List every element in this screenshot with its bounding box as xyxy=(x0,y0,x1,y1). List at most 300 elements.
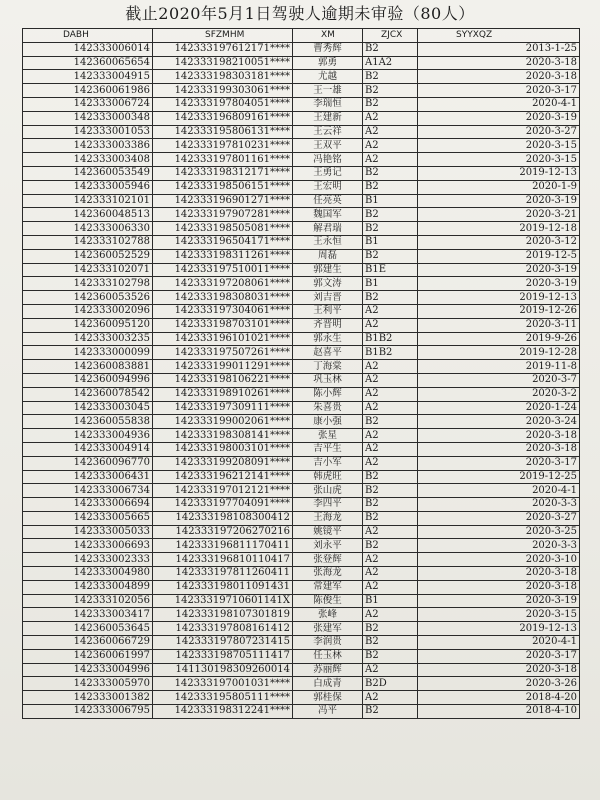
table-row xyxy=(23,56,580,70)
cell-sfzmhm: 142333199208091**** xyxy=(153,456,293,470)
cell-zjcx: A2 xyxy=(363,553,418,567)
table-row xyxy=(23,498,580,512)
cell-dabh: 142333004914 xyxy=(23,442,153,456)
cell-dabh: 142360053526 xyxy=(23,291,153,305)
cell-syyxqz: 2020-3-19 xyxy=(418,194,580,208)
cell-xm: 丁海棠 xyxy=(293,360,363,374)
cell-syyxqz: 2020-3-3 xyxy=(418,539,580,553)
cell-syyxqz: 2020-3-27 xyxy=(418,125,580,139)
cell-sfzmhm: 142333198011091431 xyxy=(153,580,293,594)
table-row xyxy=(23,484,580,498)
cell-dabh: 142333004936 xyxy=(23,429,153,443)
cell-zjcx: B1 xyxy=(363,194,418,208)
cell-dabh: 142333003386 xyxy=(23,139,153,153)
table-row xyxy=(23,139,580,153)
cell-syyxqz: 2020-3-18 xyxy=(418,580,580,594)
cell-xm: 冯艳铭 xyxy=(293,153,363,167)
cell-sfzmhm: 142333198308031**** xyxy=(153,291,293,305)
cell-xm: 张星 xyxy=(293,429,363,443)
cell-dabh: 142333000348 xyxy=(23,111,153,125)
cell-dabh: 142360061986 xyxy=(23,84,153,98)
cell-syyxqz: 2020-3-19 xyxy=(418,111,580,125)
cell-sfzmhm: 142333197012121**** xyxy=(153,484,293,498)
cell-zjcx: B1 xyxy=(363,235,418,249)
cell-dabh: 142333006795 xyxy=(23,705,153,719)
cell-syyxqz: 2020-3-19 xyxy=(418,277,580,291)
header-syyxqz: SYYXQZ xyxy=(418,29,580,43)
cell-sfzmhm: 142333195805111**** xyxy=(153,691,293,705)
cell-dabh: 142333005033 xyxy=(23,525,153,539)
table-row xyxy=(23,442,580,456)
cell-dabh: 142360065654 xyxy=(23,56,153,70)
cell-zjcx: B1 xyxy=(363,594,418,608)
cell-dabh: 142360083881 xyxy=(23,360,153,374)
cell-sfzmhm: 142333198107301819 xyxy=(153,608,293,622)
cell-dabh: 142333006693 xyxy=(23,539,153,553)
cell-zjcx: B1 xyxy=(363,277,418,291)
cell-xm: 王利平 xyxy=(293,304,363,318)
table-row xyxy=(23,594,580,608)
cell-dabh: 142333006431 xyxy=(23,470,153,484)
cell-dabh: 142360052529 xyxy=(23,249,153,263)
cell-zjcx: B2 xyxy=(363,511,418,525)
cell-dabh: 142360048513 xyxy=(23,208,153,222)
cell-xm: 朱喜贵 xyxy=(293,401,363,415)
cell-syyxqz: 2020-3-17 xyxy=(418,84,580,98)
cell-zjcx: B2 xyxy=(363,622,418,636)
cell-xm: 苏丽辉 xyxy=(293,663,363,677)
cell-xm: 魏国军 xyxy=(293,208,363,222)
cell-syyxqz: 2020-3-15 xyxy=(418,139,580,153)
cell-syyxqz: 2019-9-26 xyxy=(418,332,580,346)
table-row xyxy=(23,553,580,567)
page-title: 截止2020年5月1日驾驶人逾期未审验（80人） xyxy=(125,4,475,23)
cell-syyxqz: 2019-12-13 xyxy=(418,622,580,636)
cell-dabh: 142333006330 xyxy=(23,222,153,236)
cell-syyxqz: 2020-3-19 xyxy=(418,594,580,608)
table-row xyxy=(23,291,580,305)
cell-xm: 赵喜平 xyxy=(293,346,363,360)
cell-zjcx: B2 xyxy=(363,470,418,484)
table-row xyxy=(23,360,580,374)
cell-sfzmhm: 142333197612171**** xyxy=(153,42,293,56)
cell-syyxqz: 2020-3-17 xyxy=(418,456,580,470)
cell-zjcx: B2 xyxy=(363,498,418,512)
table-row xyxy=(23,622,580,636)
table-row xyxy=(23,649,580,663)
cell-syyxqz: 2020-3-3 xyxy=(418,498,580,512)
cell-dabh: 142333003045 xyxy=(23,401,153,415)
cell-dabh: 142333006724 xyxy=(23,97,153,111)
table-row xyxy=(23,470,580,484)
cell-zjcx: B2 xyxy=(363,415,418,429)
cell-xm: 王海龙 xyxy=(293,511,363,525)
cell-xm: 吉小军 xyxy=(293,456,363,470)
cell-xm: 张登辉 xyxy=(293,553,363,567)
table-row xyxy=(23,387,580,401)
cell-sfzmhm: 142333196811170411 xyxy=(153,539,293,553)
table-row xyxy=(23,373,580,387)
cell-xm: 郭勇 xyxy=(293,56,363,70)
table-row xyxy=(23,111,580,125)
cell-xm: 郭桂保 xyxy=(293,691,363,705)
cell-sfzmhm: 142333196101021**** xyxy=(153,332,293,346)
cell-syyxqz: 2019-12-26 xyxy=(418,304,580,318)
table-row xyxy=(23,166,580,180)
cell-zjcx: A2 xyxy=(363,318,418,332)
cell-syyxqz: 2020-1-24 xyxy=(418,401,580,415)
table-row xyxy=(23,636,580,650)
cell-syyxqz: 2020-3-26 xyxy=(418,677,580,691)
cell-syyxqz: 2020-3-15 xyxy=(418,153,580,167)
cell-sfzmhm: 142333195806131**** xyxy=(153,125,293,139)
cell-syyxqz: 2020-4-1 xyxy=(418,636,580,650)
cell-xm: 冯平 xyxy=(293,705,363,719)
cell-dabh: 142333004915 xyxy=(23,70,153,84)
cell-sfzmhm: 141130198309260014 xyxy=(153,663,293,677)
cell-syyxqz: 2019-12-28 xyxy=(418,346,580,360)
cell-dabh: 142333004996 xyxy=(23,663,153,677)
cell-zjcx: B1B2 xyxy=(363,332,418,346)
cell-dabh: 142360094996 xyxy=(23,373,153,387)
cell-dabh: 142360066729 xyxy=(23,636,153,650)
table-row xyxy=(23,222,580,236)
cell-dabh: 142360061997 xyxy=(23,649,153,663)
cell-xm: 尤越 xyxy=(293,70,363,84)
cell-dabh: 142333006734 xyxy=(23,484,153,498)
table-row xyxy=(23,97,580,111)
table-row xyxy=(23,277,580,291)
table-row xyxy=(23,84,580,98)
cell-sfzmhm: 142333199303061**** xyxy=(153,84,293,98)
cell-syyxqz: 2020-4-1 xyxy=(418,484,580,498)
cell-sfzmhm: 142333197206270216 xyxy=(153,525,293,539)
cell-sfzmhm: 142333198106221**** xyxy=(153,373,293,387)
cell-zjcx: A2 xyxy=(363,153,418,167)
cell-dabh: 142333102056 xyxy=(23,594,153,608)
table-row xyxy=(23,456,580,470)
cell-zjcx: A2 xyxy=(363,663,418,677)
cell-dabh: 142333004980 xyxy=(23,567,153,581)
cell-xm: 王勇记 xyxy=(293,166,363,180)
cell-sfzmhm: 142333198506151**** xyxy=(153,180,293,194)
cell-syyxqz: 2020-3-7 xyxy=(418,373,580,387)
cell-xm: 姚镜平 xyxy=(293,525,363,539)
cell-xm: 任玉林 xyxy=(293,649,363,663)
cell-xm: 白成青 xyxy=(293,677,363,691)
cell-dabh: 142360055838 xyxy=(23,415,153,429)
cell-syyxqz: 2020-3-17 xyxy=(418,649,580,663)
cell-xm: 郭永生 xyxy=(293,332,363,346)
cell-zjcx: A1A2 xyxy=(363,56,418,70)
cell-xm: 王一雄 xyxy=(293,84,363,98)
cell-sfzmhm: 142333197808161412 xyxy=(153,622,293,636)
cell-sfzmhm: 142333197510011**** xyxy=(153,263,293,277)
cell-dabh: 142333102798 xyxy=(23,277,153,291)
cell-sfzmhm: 142333197801161**** xyxy=(153,153,293,167)
table-row xyxy=(23,691,580,705)
header-sfzmhm: SFZMHM xyxy=(153,29,293,43)
cell-dabh: 142360096770 xyxy=(23,456,153,470)
table-row xyxy=(23,263,580,277)
cell-zjcx: B2 xyxy=(363,166,418,180)
cell-zjcx: B2 xyxy=(363,705,418,719)
cell-zjcx: B2 xyxy=(363,70,418,84)
cell-zjcx: B2 xyxy=(363,208,418,222)
cell-xm: 刘永平 xyxy=(293,539,363,553)
cell-sfzmhm: 142333198705111417 xyxy=(153,649,293,663)
cell-syyxqz: 2020-3-15 xyxy=(418,608,580,622)
cell-syyxqz: 2020-3-18 xyxy=(418,663,580,677)
cell-dabh: 142333006694 xyxy=(23,498,153,512)
cell-syyxqz: 2020-3-18 xyxy=(418,56,580,70)
cell-syyxqz: 2018-4-20 xyxy=(418,691,580,705)
cell-xm: 李瑞恒 xyxy=(293,97,363,111)
table-row xyxy=(23,304,580,318)
table-row xyxy=(23,42,580,56)
cell-xm: 张海龙 xyxy=(293,567,363,581)
table-row xyxy=(23,511,580,525)
cell-sfzmhm: 142333198703101**** xyxy=(153,318,293,332)
table-row xyxy=(23,235,580,249)
cell-zjcx: B1E xyxy=(363,263,418,277)
cell-syyxqz: 2020-3-18 xyxy=(418,70,580,84)
table-row xyxy=(23,539,580,553)
cell-xm: 王永恒 xyxy=(293,235,363,249)
cell-dabh: 142333001053 xyxy=(23,125,153,139)
cell-zjcx: B2 xyxy=(363,484,418,498)
cell-syyxqz: 2019-12-13 xyxy=(418,291,580,305)
cell-sfzmhm: 142333198210051**** xyxy=(153,56,293,70)
cell-sfzmhm: 142333197304061**** xyxy=(153,304,293,318)
cell-zjcx: A2 xyxy=(363,304,418,318)
cell-zjcx: A2 xyxy=(363,525,418,539)
table-row xyxy=(23,401,580,415)
cell-zjcx: B2 xyxy=(363,539,418,553)
cell-zjcx: B2 xyxy=(363,649,418,663)
cell-syyxqz: 2019-12-18 xyxy=(418,222,580,236)
cell-dabh: 142333102101 xyxy=(23,194,153,208)
cell-xm: 陈俊生 xyxy=(293,594,363,608)
cell-sfzmhm: 142333196212141**** xyxy=(153,470,293,484)
driver-table xyxy=(22,28,580,719)
cell-zjcx: A2 xyxy=(363,387,418,401)
cell-syyxqz: 2020-3-25 xyxy=(418,525,580,539)
cell-dabh: 142333006014 xyxy=(23,42,153,56)
cell-syyxqz: 2020-3-24 xyxy=(418,415,580,429)
table-row xyxy=(23,415,580,429)
table-row xyxy=(23,180,580,194)
cell-sfzmhm: 142333199002061**** xyxy=(153,415,293,429)
table-row xyxy=(23,346,580,360)
table-row xyxy=(23,194,580,208)
cell-zjcx: B2 xyxy=(363,291,418,305)
cell-dabh: 142333000099 xyxy=(23,346,153,360)
cell-sfzmhm: 142333196810110417 xyxy=(153,553,293,567)
cell-dabh: 142333003417 xyxy=(23,608,153,622)
cell-dabh: 142360053645 xyxy=(23,622,153,636)
cell-zjcx: B2 xyxy=(363,222,418,236)
cell-xm: 王双平 xyxy=(293,139,363,153)
cell-zjcx: A2 xyxy=(363,691,418,705)
cell-zjcx: A2 xyxy=(363,125,418,139)
cell-xm: 巩玉林 xyxy=(293,373,363,387)
cell-xm: 刘吉晋 xyxy=(293,291,363,305)
cell-sfzmhm: 142333198003101**** xyxy=(153,442,293,456)
cell-xm: 郭建生 xyxy=(293,263,363,277)
cell-zjcx: A2 xyxy=(363,456,418,470)
cell-sfzmhm: 142333197208061**** xyxy=(153,277,293,291)
cell-sfzmhm: 142333198505081**** xyxy=(153,222,293,236)
cell-zjcx: A2 xyxy=(363,429,418,443)
cell-syyxqz: 2019-12-25 xyxy=(418,470,580,484)
cell-zjcx: B2 xyxy=(363,42,418,56)
cell-xm: 陈小辉 xyxy=(293,387,363,401)
cell-syyxqz: 2020-3-10 xyxy=(418,553,580,567)
table-row xyxy=(23,429,580,443)
cell-dabh: 142333002333 xyxy=(23,553,153,567)
table-row xyxy=(23,580,580,594)
cell-syyxqz: 2020-3-12 xyxy=(418,235,580,249)
cell-syyxqz: 2013-1-25 xyxy=(418,42,580,56)
cell-xm: 张山虎 xyxy=(293,484,363,498)
cell-xm: 任亮英 xyxy=(293,194,363,208)
cell-xm: 李润贵 xyxy=(293,636,363,650)
cell-sfzmhm: 142333197804051**** xyxy=(153,97,293,111)
cell-dabh: 142333005946 xyxy=(23,180,153,194)
cell-zjcx: B2D xyxy=(363,677,418,691)
cell-dabh: 142333003235 xyxy=(23,332,153,346)
cell-sfzmhm: 142333198108300412 xyxy=(153,511,293,525)
cell-sfzmhm: 142333198303181**** xyxy=(153,70,293,84)
cell-syyxqz: 2020-3-27 xyxy=(418,511,580,525)
table-row xyxy=(23,705,580,719)
cell-dabh: 142360053549 xyxy=(23,166,153,180)
header-xm: XM xyxy=(293,29,363,43)
cell-zjcx: A2 xyxy=(363,608,418,622)
cell-zjcx: A2 xyxy=(363,580,418,594)
cell-syyxqz: 2020-3-18 xyxy=(418,442,580,456)
cell-zjcx: B2 xyxy=(363,84,418,98)
cell-xm: 张建军 xyxy=(293,622,363,636)
cell-xm: 张峰 xyxy=(293,608,363,622)
cell-xm: 王建新 xyxy=(293,111,363,125)
cell-sfzmhm: 142333197704091**** xyxy=(153,498,293,512)
cell-zjcx: B1B2 xyxy=(363,346,418,360)
cell-sfzmhm: 142333196809161**** xyxy=(153,111,293,125)
table-row xyxy=(23,332,580,346)
cell-sfzmhm: 142333197309111**** xyxy=(153,401,293,415)
cell-dabh: 142333102788 xyxy=(23,235,153,249)
table-row xyxy=(23,249,580,263)
cell-syyxqz: 2020-3-2 xyxy=(418,387,580,401)
cell-zjcx: A2 xyxy=(363,442,418,456)
cell-sfzmhm: 142333197907281**** xyxy=(153,208,293,222)
cell-dabh: 142333003408 xyxy=(23,153,153,167)
cell-sfzmhm: 142333197001031**** xyxy=(153,677,293,691)
cell-sfzmhm: 142333197507261**** xyxy=(153,346,293,360)
table-header-row xyxy=(23,29,580,43)
table-row xyxy=(23,525,580,539)
cell-syyxqz: 2019-11-8 xyxy=(418,360,580,374)
cell-dabh: 142360095120 xyxy=(23,318,153,332)
cell-sfzmhm: 142333197807231415 xyxy=(153,636,293,650)
cell-zjcx: A2 xyxy=(363,111,418,125)
table-row xyxy=(23,677,580,691)
table-row xyxy=(23,608,580,622)
cell-dabh: 142333002096 xyxy=(23,304,153,318)
cell-dabh: 142333102071 xyxy=(23,263,153,277)
cell-xm: 王宏明 xyxy=(293,180,363,194)
cell-sfzmhm: 142333198910261**** xyxy=(153,387,293,401)
table-row xyxy=(23,208,580,222)
cell-syyxqz: 2018-4-10 xyxy=(418,705,580,719)
cell-xm: 常建军 xyxy=(293,580,363,594)
cell-zjcx: A2 xyxy=(363,401,418,415)
cell-xm: 吉平生 xyxy=(293,442,363,456)
header-zjcx: ZJCX xyxy=(363,29,418,43)
cell-dabh: 142333005970 xyxy=(23,677,153,691)
cell-sfzmhm: 142333197811260411 xyxy=(153,567,293,581)
cell-sfzmhm: 142333198308141**** xyxy=(153,429,293,443)
cell-sfzmhm: 142333199011291**** xyxy=(153,360,293,374)
cell-sfzmhm: 142333198312171**** xyxy=(153,166,293,180)
cell-xm: 李四平 xyxy=(293,498,363,512)
cell-xm: 解君瑞 xyxy=(293,222,363,236)
header-dabh: DABH xyxy=(23,29,153,43)
cell-dabh: 142333001382 xyxy=(23,691,153,705)
cell-dabh: 142333004899 xyxy=(23,580,153,594)
cell-syyxqz: 2019-12-5 xyxy=(418,249,580,263)
cell-syyxqz: 2019-12-13 xyxy=(418,166,580,180)
cell-sfzmhm: 142333198311261**** xyxy=(153,249,293,263)
cell-syyxqz: 2020-3-11 xyxy=(418,318,580,332)
cell-syyxqz: 2020-3-18 xyxy=(418,567,580,581)
table-row xyxy=(23,125,580,139)
cell-zjcx: B2 xyxy=(363,249,418,263)
cell-xm: 齐晋明 xyxy=(293,318,363,332)
cell-zjcx: B2 xyxy=(363,636,418,650)
cell-syyxqz: 2020-3-21 xyxy=(418,208,580,222)
cell-dabh: 142360078542 xyxy=(23,387,153,401)
cell-sfzmhm: 14233319710601141X xyxy=(153,594,293,608)
cell-xm: 曹秀辉 xyxy=(293,42,363,56)
cell-xm: 韩虎旺 xyxy=(293,470,363,484)
cell-zjcx: A2 xyxy=(363,139,418,153)
cell-zjcx: A2 xyxy=(363,360,418,374)
cell-syyxqz: 2020-4-1 xyxy=(418,97,580,111)
table-row xyxy=(23,318,580,332)
cell-sfzmhm: 142333196901271**** xyxy=(153,194,293,208)
cell-zjcx: B2 xyxy=(363,97,418,111)
cell-dabh: 142333005665 xyxy=(23,511,153,525)
table-row xyxy=(23,663,580,677)
table-row xyxy=(23,567,580,581)
cell-syyxqz: 2020-3-18 xyxy=(418,429,580,443)
cell-xm: 周磊 xyxy=(293,249,363,263)
cell-sfzmhm: 142333197810231**** xyxy=(153,139,293,153)
table-row xyxy=(23,70,580,84)
table-row xyxy=(23,153,580,167)
cell-xm: 王云祥 xyxy=(293,125,363,139)
cell-sfzmhm: 142333196504171**** xyxy=(153,235,293,249)
cell-zjcx: A2 xyxy=(363,567,418,581)
cell-zjcx: A2 xyxy=(363,373,418,387)
cell-xm: 康小强 xyxy=(293,415,363,429)
cell-syyxqz: 2020-1-9 xyxy=(418,180,580,194)
cell-xm: 郭文涛 xyxy=(293,277,363,291)
cell-sfzmhm: 142333198312241**** xyxy=(153,705,293,719)
